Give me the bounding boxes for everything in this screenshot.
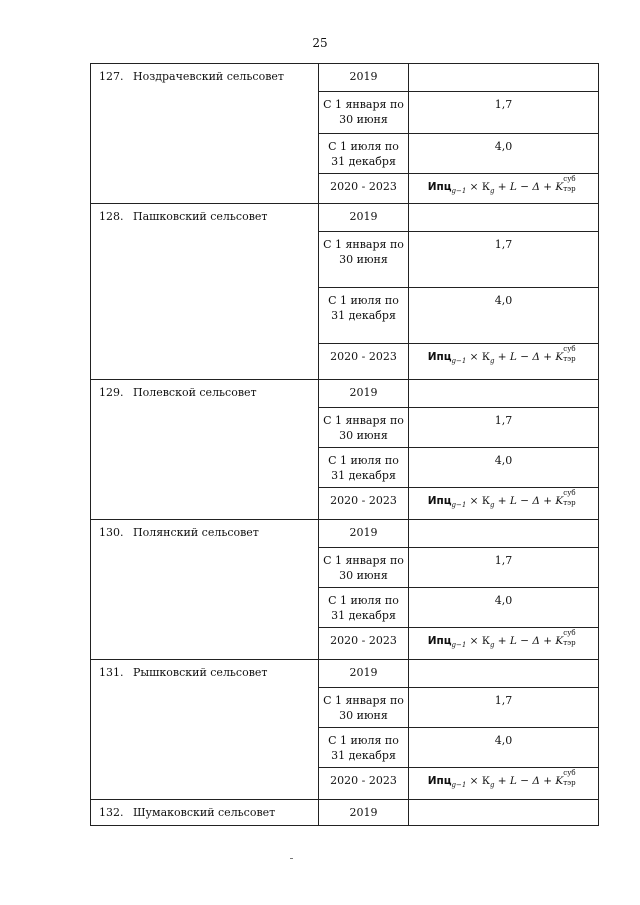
tariff-table [90, 63, 599, 826]
row-number: 129. [99, 386, 124, 399]
formula-cell: $Ипц_{g-1} \times К_g + L - \Delta + K$ суб тэр [409, 628, 599, 660]
value-cell: 1,7 [409, 232, 599, 288]
formula-cell: $Ипц_{g-1} \times К_g + L - \Delta + K$ суб тэр [409, 488, 599, 520]
row-number: 131. [99, 666, 124, 679]
empty-cell [409, 660, 599, 688]
empty-cell [409, 800, 599, 826]
year-cell: 2019 [319, 380, 409, 408]
settlement-cell [91, 64, 319, 204]
table-row [91, 660, 599, 688]
table-row [91, 800, 599, 826]
table-row [91, 380, 599, 408]
table-row [91, 520, 599, 548]
value-cell: 1,7 [409, 92, 599, 134]
settlement-name: Шумаковский сельсовет [133, 806, 276, 819]
settlement-name: Полянский сельсовет [133, 526, 259, 539]
table-row [91, 204, 599, 232]
year-cell: 2019 [319, 64, 409, 92]
period-cell: С 1 июля по 31 декабря [319, 288, 409, 344]
settlement-cell [91, 520, 319, 660]
year-cell: 2019 [319, 520, 409, 548]
empty-cell [409, 204, 599, 232]
period-cell: С 1 января по 30 июня [319, 232, 409, 288]
year-cell: 2019 [319, 204, 409, 232]
row-number: 132. [99, 806, 124, 819]
range-cell: 2020 - 2023 [319, 488, 409, 520]
value-cell: 4,0 [409, 448, 599, 488]
settlement-cell [91, 800, 319, 826]
period-cell: С 1 января по 30 июня [319, 688, 409, 728]
settlement-cell [91, 204, 319, 380]
period-cell: С 1 июля по 31 декабря [319, 588, 409, 628]
empty-cell [409, 520, 599, 548]
value-cell: 4,0 [409, 288, 599, 344]
row-number: 127. [99, 70, 124, 83]
value-cell: 1,7 [409, 548, 599, 588]
formula-cell: $Ипц_{g-1} \times К_g + L - \Delta + K$ суб тэр [409, 344, 599, 380]
range-cell: 2020 - 2023 [319, 174, 409, 204]
value-cell: 4,0 [409, 728, 599, 768]
formula-cell: $Ипц_{g-1} \times К_g + L - \Delta + K$ суб тэр [409, 174, 599, 204]
period-cell: С 1 июля по 31 декабря [319, 728, 409, 768]
empty-cell [409, 64, 599, 92]
period-cell: С 1 июля по 31 декабря [319, 448, 409, 488]
settlement-name: Пашковский сельсовет [133, 210, 268, 223]
settlement-name: Полевской сельсовет [133, 386, 257, 399]
settlement-name: Рышковский сельсовет [133, 666, 268, 679]
year-cell: 2019 [319, 660, 409, 688]
value-cell: 4,0 [409, 588, 599, 628]
settlement-cell [91, 380, 319, 520]
period-cell: С 1 июля по 31 декабря [319, 134, 409, 174]
year-cell: 2019 [319, 800, 409, 826]
value-cell: 1,7 [409, 408, 599, 448]
value-cell: 4,0 [409, 134, 599, 174]
period-cell: С 1 января по 30 июня [319, 548, 409, 588]
page-number: 25 [312, 36, 328, 50]
row-number: 130. [99, 526, 124, 539]
scan-speck [290, 858, 293, 859]
value-cell: 1,7 [409, 688, 599, 728]
table-row [91, 64, 599, 92]
settlement-cell [91, 660, 319, 800]
row-number: 128. [99, 210, 124, 223]
period-cell: С 1 января по 30 июня [319, 92, 409, 134]
settlement-name: Ноздрачевский сельсовет [133, 70, 284, 83]
empty-cell [409, 380, 599, 408]
range-cell: 2020 - 2023 [319, 344, 409, 380]
formula-cell: $Ипц_{g-1} \times К_g + L - \Delta + K$ суб тэр [409, 768, 599, 800]
range-cell: 2020 - 2023 [319, 628, 409, 660]
range-cell: 2020 - 2023 [319, 768, 409, 800]
period-cell: С 1 января по 30 июня [319, 408, 409, 448]
